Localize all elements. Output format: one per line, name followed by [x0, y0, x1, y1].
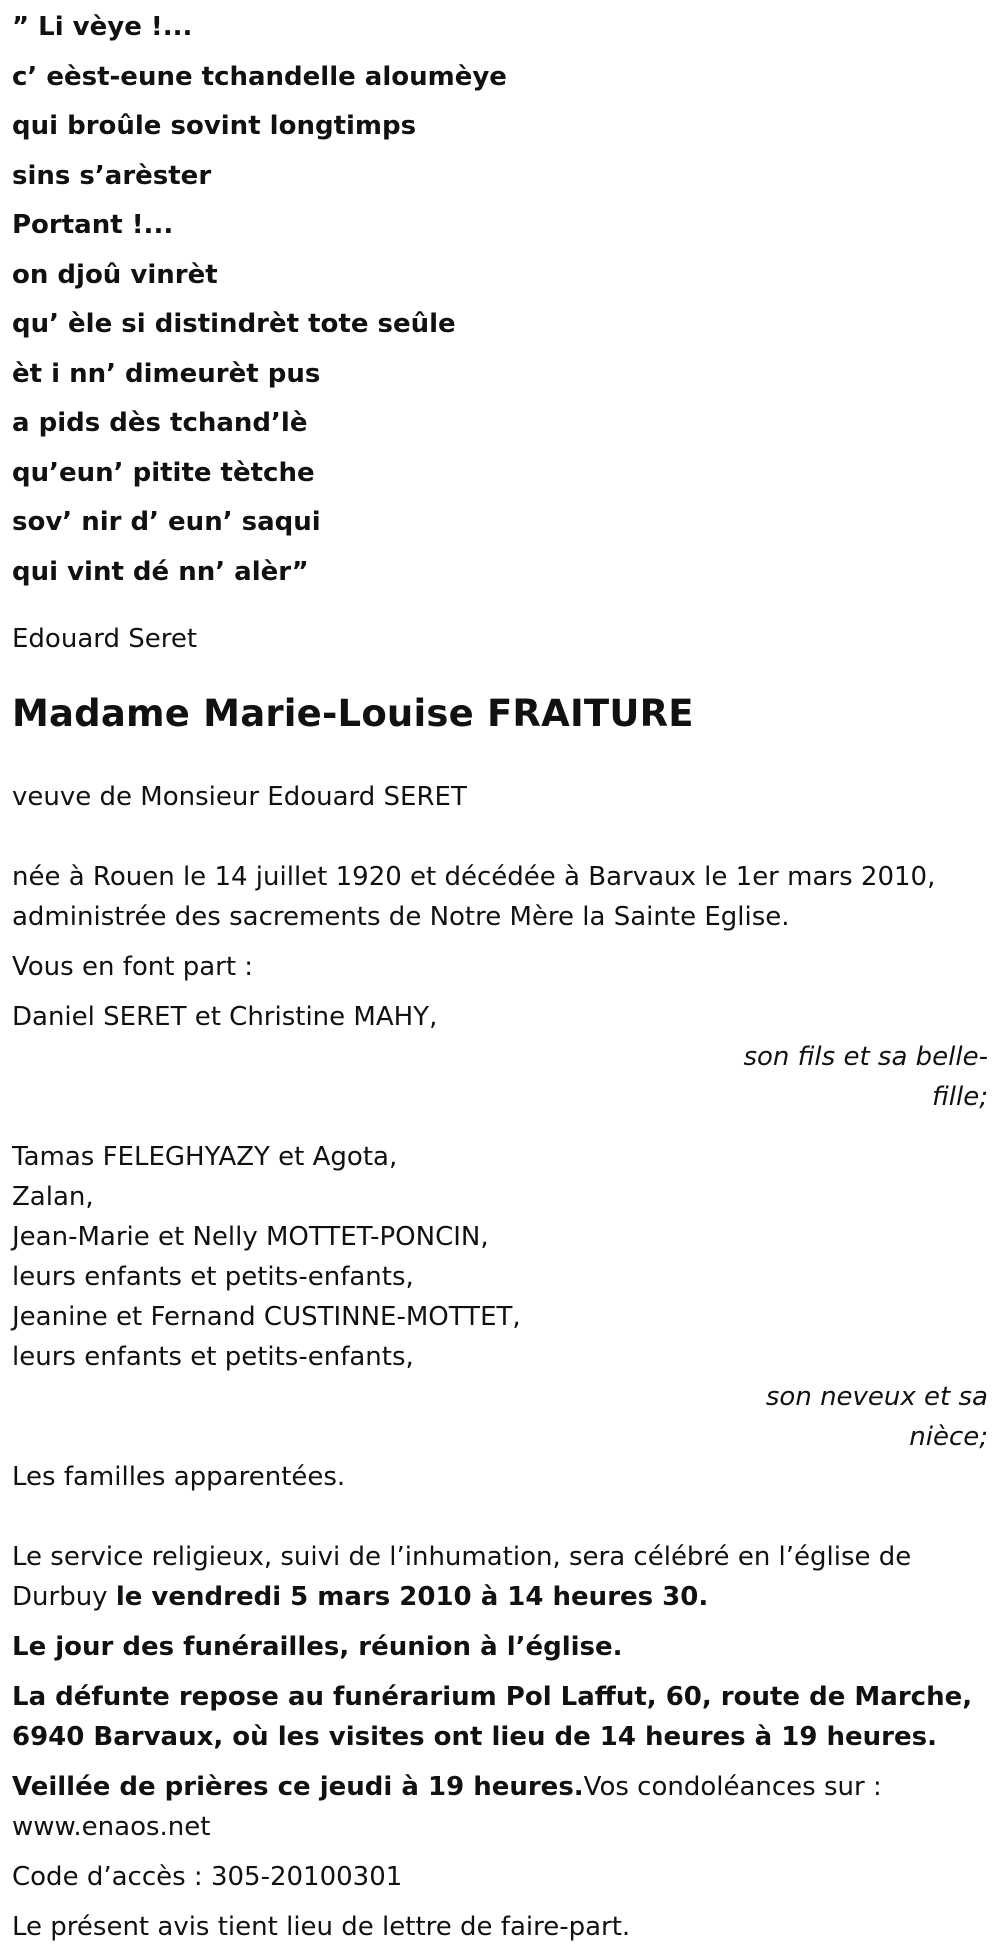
poem-line: qu’eun’ pitite tètche — [12, 457, 315, 488]
widow-of-line: veuve de Monsieur Edouard SERET — [12, 782, 467, 812]
service-details — [12, 1537, 988, 1947]
family-member: leurs enfants et petits-enfants, — [12, 1342, 414, 1372]
poem — [12, 0, 988, 597]
poem-line: sins s’arèster — [12, 160, 212, 191]
relation-text: nièce; — [909, 1422, 988, 1452]
condolences-label: Vos condoléances sur : — [583, 1772, 882, 1802]
family-member: Tamas FELEGHYAZY et Agota, — [12, 1142, 398, 1172]
website-link[interactable]: www.enaos.net — [12, 1812, 211, 1842]
poem-line: qu’ èle si distindrèt tote seûle — [12, 309, 456, 339]
poem-line: on djoû vinrèt — [12, 259, 218, 290]
poem-line: èt i nn’ dimeurèt pus — [12, 358, 321, 389]
related-families: Les familles apparentées. — [12, 1462, 346, 1492]
relation-text: fille; — [932, 1082, 988, 1112]
family-group-nephews — [12, 1137, 988, 1457]
poem-line: qui broûle sovint longtimps — [12, 111, 417, 141]
access-code: Code d’accès : 305-20100301 — [12, 1862, 403, 1892]
poem-author: Edouard Seret — [12, 624, 198, 654]
meeting-line: Le jour des funérailles, réunion à l’église. — [12, 1632, 623, 1662]
family-member: Jeanine et Fernand CUSTINNE-MOTTET, — [12, 1302, 521, 1332]
vigil-paragraph — [12, 1767, 988, 1847]
birth-death-paragraph — [12, 857, 988, 937]
relation-label — [753, 1377, 988, 1457]
service-location: Durbuy — [12, 1582, 116, 1612]
family-group-son — [12, 997, 988, 1117]
vigil-line — [12, 1767, 988, 1807]
announce-line: Vous en font part : — [12, 952, 254, 982]
closing-line: Le présent avis tient lieu de lettre de faire-part. — [12, 1912, 631, 1942]
family-member: Daniel SERET et Christine MAHY, — [12, 1002, 438, 1032]
poem-line: c’ eèst-eune tchandelle aloumèye — [12, 61, 507, 92]
service-line: Le service religieux, suivi de l’inhumation, sera célébré en l’église de — [12, 1542, 912, 1572]
family-member: leurs enfants et petits-enfants, — [12, 1262, 414, 1292]
service-date-line — [12, 1577, 988, 1617]
repose-line: 6940 Barvaux, où les visites ont lieu de 14 heures à 19 heures. — [12, 1722, 937, 1752]
poem-line: ” Li vèye !... — [12, 12, 193, 42]
repose-line: La défunte repose au funérarium Pol Laffut, 60, route de Marche, — [12, 1682, 973, 1712]
poem-line: Portant !... — [12, 210, 174, 240]
birth-death-line: née à Rouen le 14 juillet 1920 et décédée à Barvaux le 1er mars 2010, — [12, 862, 936, 892]
poem-line: a pids dès tchand’lè — [12, 408, 308, 438]
service-date: le vendredi 5 mars 2010 à 14 heures 30. — [115, 1582, 709, 1612]
relation-text: son neveux et sa — [765, 1382, 988, 1412]
family-member: Zalan, — [12, 1182, 94, 1212]
relation-label — [738, 1037, 988, 1117]
family-member: Jean-Marie et Nelly MOTTET-PONCIN, — [12, 1222, 489, 1252]
poem-line: sov’ nir d’ eun’ saqui — [12, 507, 321, 537]
relation-text: son fils et sa belle- — [743, 1042, 988, 1072]
deceased-name-title: Madame Marie-Louise FRAITURE — [12, 692, 694, 735]
poem-line: qui vint dé nn’ alèr” — [12, 556, 309, 587]
repose-paragraph — [12, 1677, 988, 1757]
vigil-time: Veillée de prières ce jeudi à 19 heures. — [12, 1772, 584, 1802]
sacraments-line: administrée des sacrements de Notre Mère la Sainte Eglise. — [12, 902, 790, 932]
